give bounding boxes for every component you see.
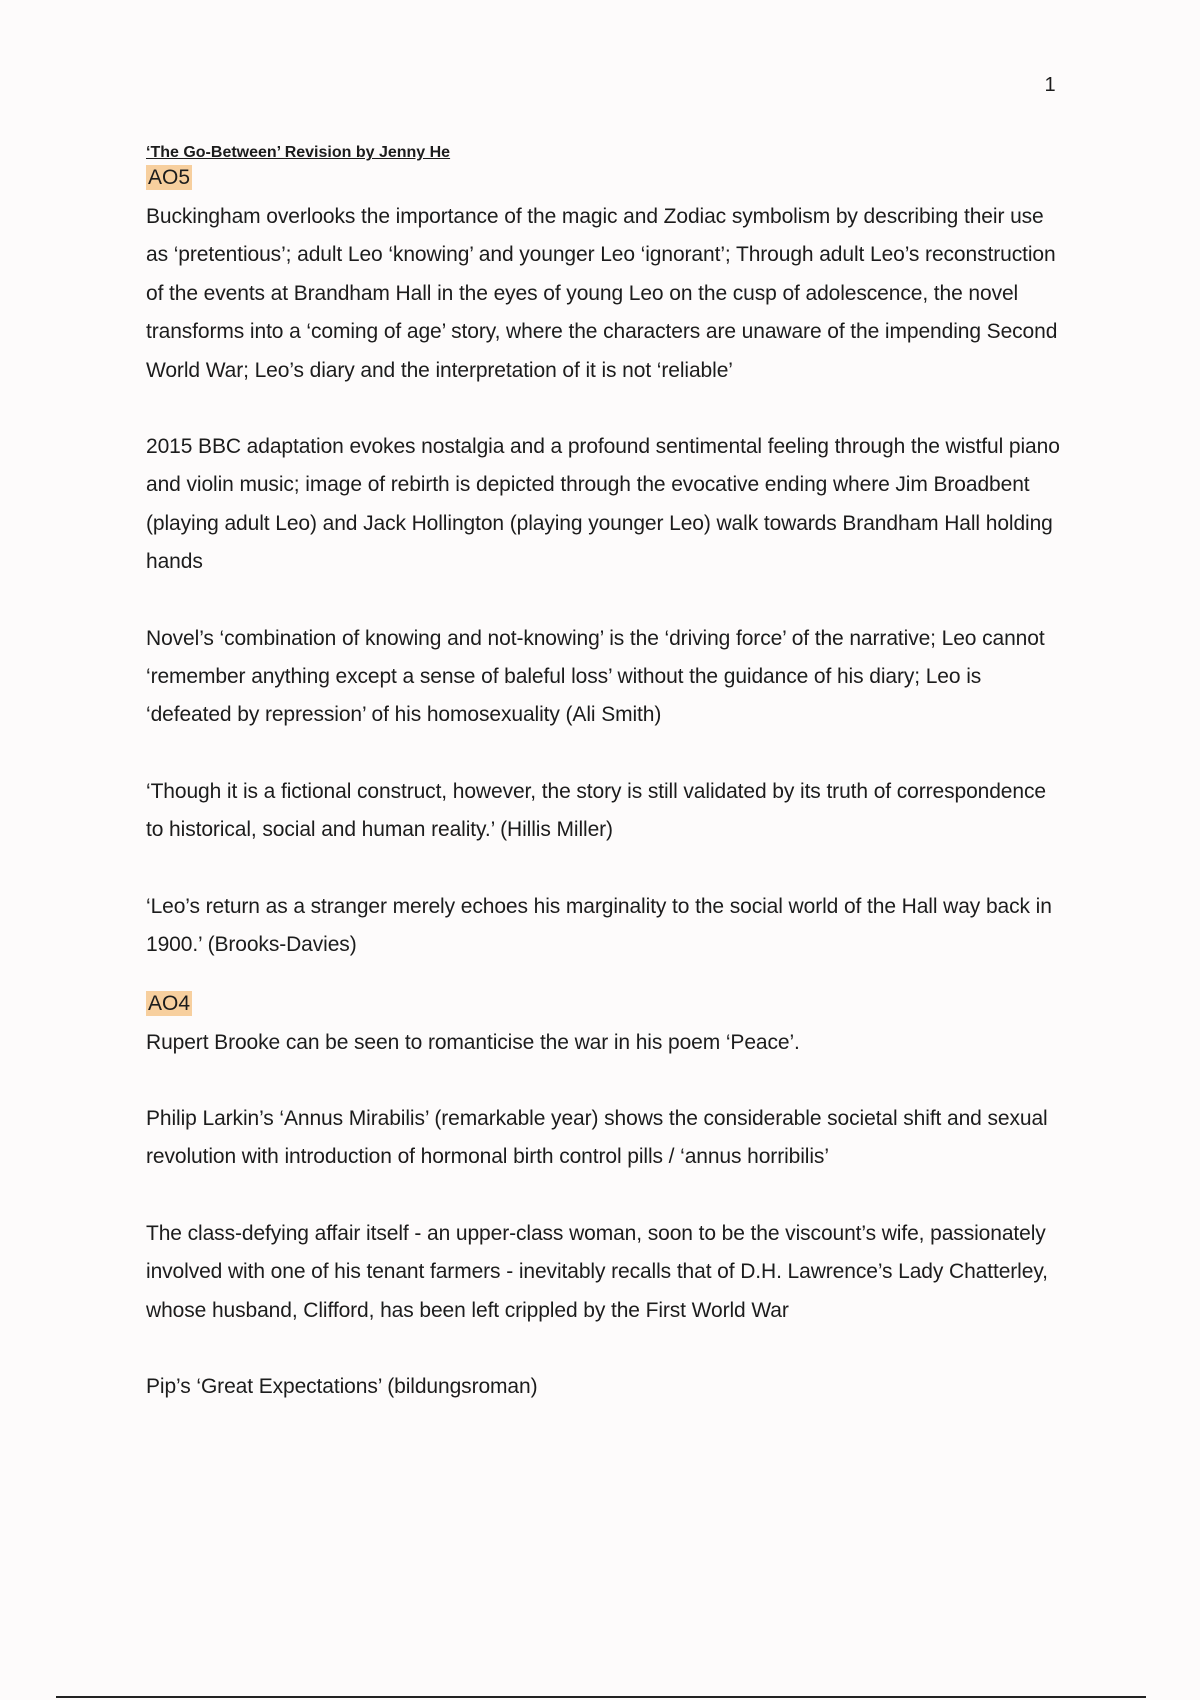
- ao5-paragraph-buckingham: Buckingham overlooks the importance of the magic and Zodiac symbolism by describing their use as ‘pretentious’; adult Leo ‘knowing’ and younger Leo ‘ignorant’; Through adult Leo’s reconstruction of the events at Brandham Hall in the eyes of young Leo on the cusp of adolescence, the novel transforms into a ‘coming of age’ story, where the characters are unaware of the impending Second World War; Leo’s diary and the interpretation of it is not ‘reliable’: [146, 205, 1058, 382]
- document-body: [146, 143, 1066, 1406]
- section-label-ao4: AO4: [148, 991, 191, 1015]
- ao4-paragraph-lady-chatterley: The class-defying affair itself - an upper-class woman, soon to be the viscount’s wife, passionately involved with one of his tenant farmers - inevitably recalls that of D.H. Lawrence’s Lady Chatterley, whose husband, Clifford, has been left crippled by the First World War: [146, 1221, 1048, 1322]
- page-number: 1: [1044, 74, 1056, 96]
- ao4-paragraph-great-expectations: Pip’s ‘Great Expectations’ (bildungsroman): [146, 1374, 538, 1398]
- ao4-paragraph-rupert-brooke: Rupert Brooke can be seen to romanticise the war in his poem ‘Peace’.: [146, 1030, 800, 1054]
- ao5-paragraph-hillis-miller: ‘Though it is a fictional construct, however, the story is still validated by its truth of correspondence to historical, social and human reality.’ (Hillis Miller): [146, 779, 1046, 842]
- ao4-paragraph-larkin: Philip Larkin’s ‘Annus Mirabilis’ (remarkable year) shows the considerable societal shift and sexual revolution with introduction of hormonal birth control pills / ‘annus horribilis’: [146, 1106, 1048, 1169]
- section-label-ao5: AO5: [148, 166, 191, 189]
- ao5-paragraph-brooks-davies: ‘Leo’s return as a stranger merely echoes his marginality to the social world of the Hall way back in 1900.’ (Brooks-Davies): [146, 894, 1052, 957]
- ao5-paragraph-ali-smith: Novel’s ‘combination of knowing and not-knowing’ is the ‘driving force’ of the narrative; Leo cannot ‘remember anything except a sense of baleful loss’ without the guidance of his diary; Leo is ‘defeated by repression’ of his homosexuality (Ali Smith): [146, 626, 1045, 727]
- page-bottom-rule: [56, 1696, 1146, 1698]
- ao5-paragraph-bbc-adaptation: 2015 BBC adaptation evokes nostalgia and a profound sentimental feeling through the wistful piano and violin music; image of rebirth is depicted through the evocative ending where Jim Broadbent (playing adult Leo) and Jack Hollington (playing younger Leo) walk towards Brandham Hall holding hands: [146, 435, 1060, 574]
- document-title: ‘The Go-Between’ Revision by Jenny He: [146, 144, 451, 161]
